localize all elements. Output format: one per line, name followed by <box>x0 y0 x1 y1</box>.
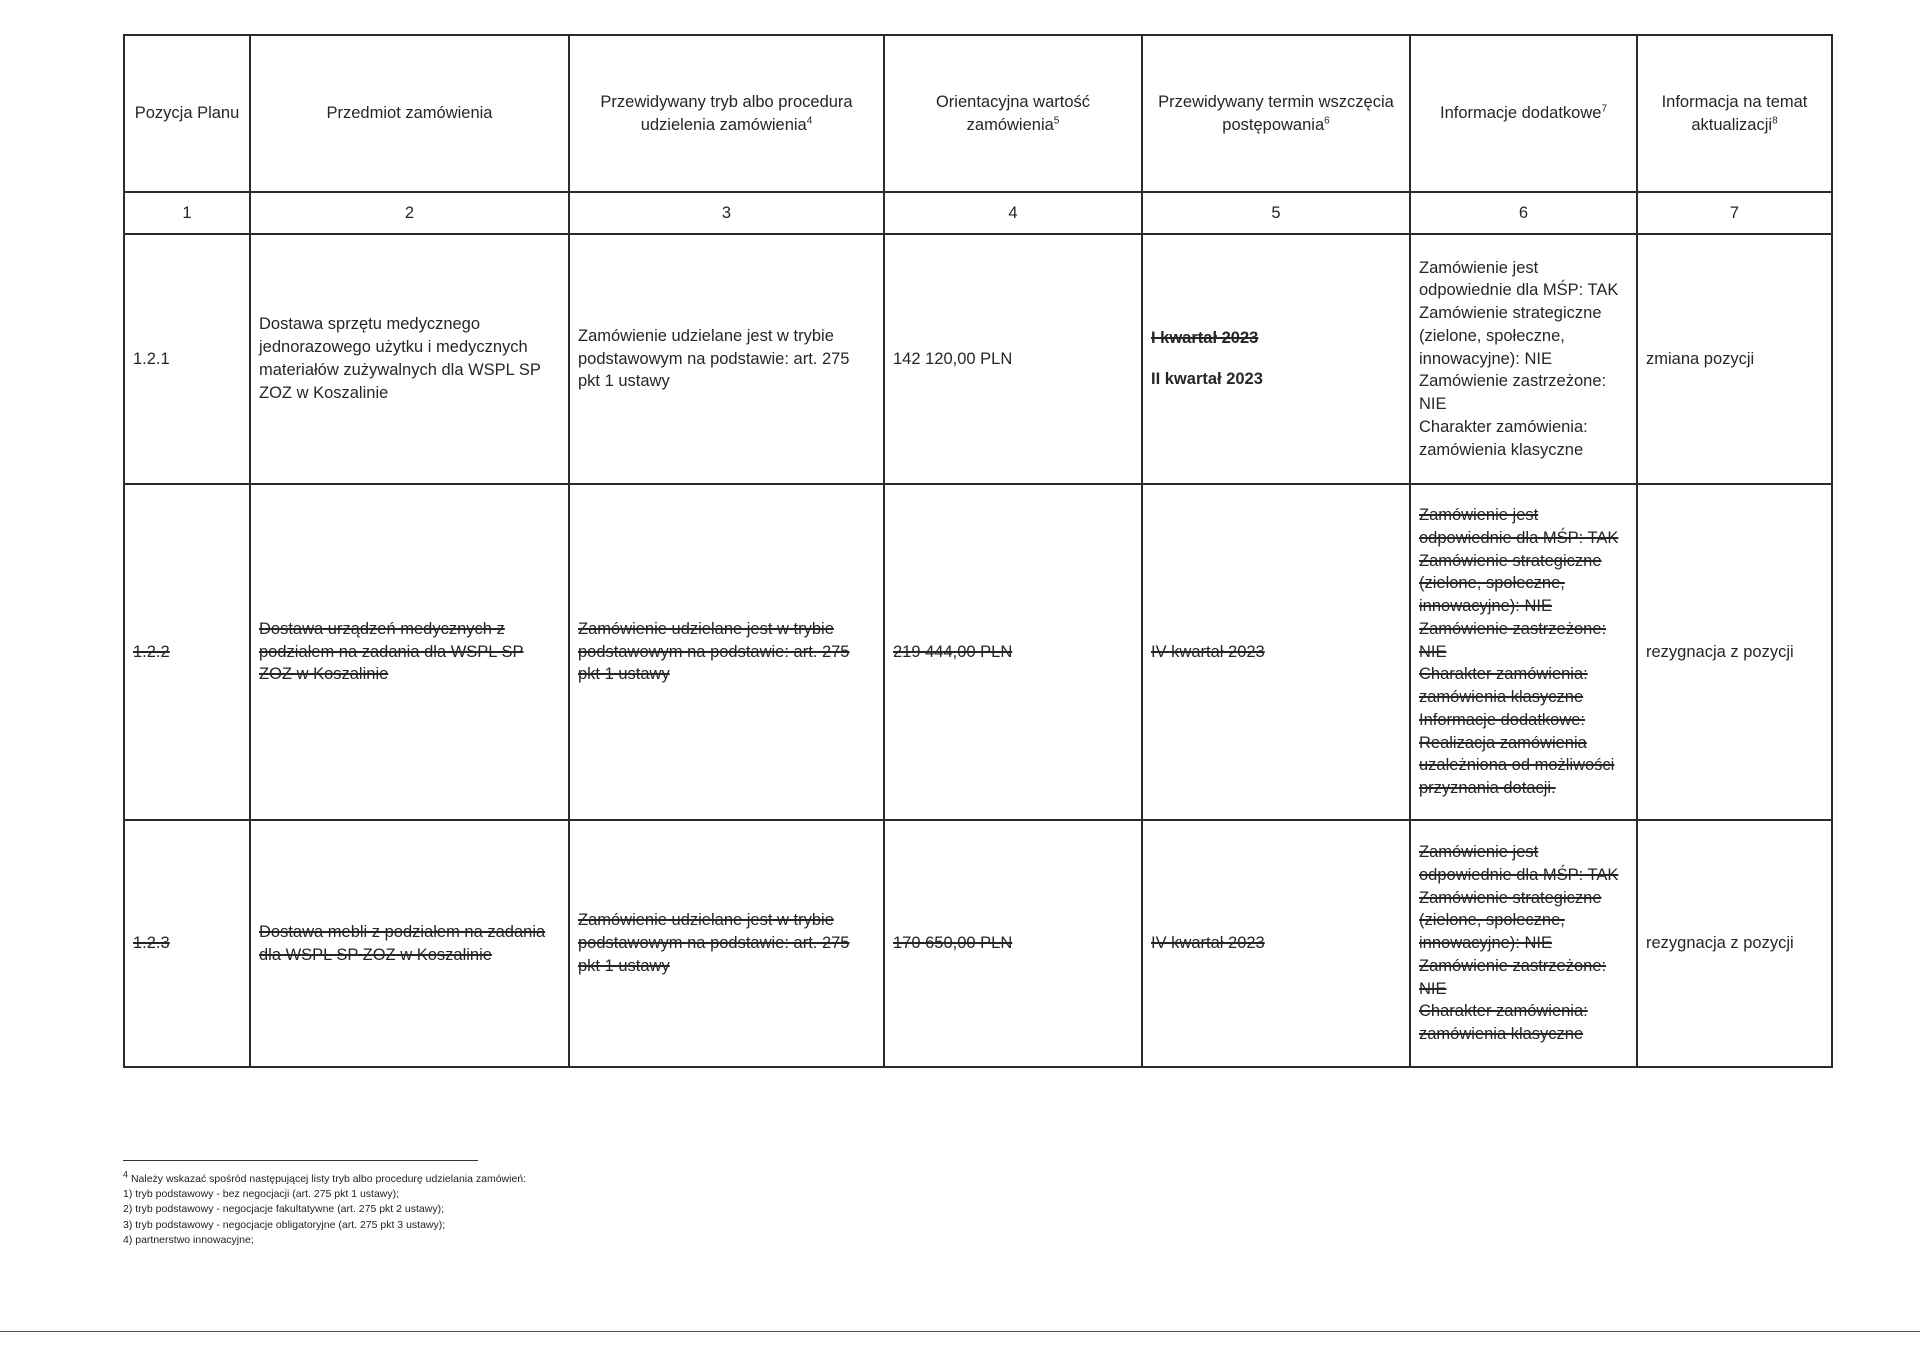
update-cell: rezygnacja z pozycji <box>1637 820 1832 1067</box>
header-cell: Orientacyjna wartość zamówienia$^5$ <box>884 35 1142 192</box>
info-line: Zamówienie jest odpowiednie dla MŚP: TAK <box>1419 843 1619 884</box>
info-line: Zamówienie jest odpowiednie dla MŚP: TAK <box>1419 506 1619 547</box>
footnote-item: 1) tryb podstawowy - bez negocjacji (art. 275 pkt 1 ustawy); <box>123 1188 400 1201</box>
column-number: 6 <box>1410 192 1637 234</box>
subject-cell: Dostawa mebli z podziałem na zadania dla WSPL SP ZOZ w Koszalinie <box>250 820 569 1067</box>
footnote-marker: 4 <box>123 1169 129 1180</box>
info-line: Charakter zamówienia: zamówienia klasyczne <box>1419 665 1588 707</box>
procedure-cell: Zamówienie udzielane jest w trybie podstawowym na podstawie: art. 275 pkt 1 ustawy <box>569 820 884 1067</box>
table-row <box>124 484 1832 820</box>
header-cell: Informacje dodatkowe$^7$ <box>1410 35 1637 192</box>
footnote-heading: $^4$ Należy wskazać spośród następującej listy tryb albo procedurę udzielania zamówień: <box>123 1169 527 1185</box>
column-number: 3 <box>569 192 884 234</box>
position-cell: 1.2.1 <box>124 234 250 484</box>
footnotes <box>123 1169 1023 1248</box>
footnote-item: 4) partnerstwo innowacyjne; <box>123 1233 254 1246</box>
position-cell: 1.2.3 <box>124 820 250 1067</box>
value-cell: 219 444,00 PLN <box>884 484 1142 820</box>
header-cell: Informacja na temat aktualizacji$^8$ <box>1637 35 1832 192</box>
info-line: Zamówienie zastrzeżone: NIE <box>1419 619 1607 661</box>
footnote-ref: 4 <box>806 115 813 126</box>
column-number: 2 <box>250 192 569 234</box>
footnote-ref: 7 <box>1601 103 1607 115</box>
term-cell <box>1142 234 1410 484</box>
column-number: 5 <box>1142 192 1410 234</box>
info-line: Charakter zamówienia: zamówienia klasyczne <box>1419 417 1588 459</box>
update-cell: rezygnacja z pozycji <box>1637 484 1832 820</box>
info-cell <box>1410 820 1637 1067</box>
info-cell <box>1410 234 1637 484</box>
header-cell: Pozycja Planu <box>124 35 250 192</box>
procurement-plan-table <box>123 34 1833 1068</box>
page-bottom-rule <box>0 1331 1920 1332</box>
procedure-cell: Zamówienie udzielane jest w trybie podstawowym na podstawie: art. 275 pkt 1 ustawy <box>569 234 884 484</box>
footnote-item: 3) tryb podstawowy - negocjacje obligatoryjne (art. 275 pkt 3 ustawy); <box>123 1218 446 1231</box>
column-number: 4 <box>884 192 1142 234</box>
value-cell: 142 120,00 PLN <box>884 234 1142 484</box>
footnote-ref: 6 <box>1324 115 1330 126</box>
info-line: Zamówienie strategiczne (zielone, społeczne, innowacyjne): NIE <box>1419 888 1602 953</box>
position-cell: 1.2.2 <box>124 484 250 820</box>
footnote-divider <box>123 1160 478 1161</box>
procedure-cell: Zamówienie udzielane jest w trybie podstawowym na podstawie: art. 275 pkt 1 ustawy <box>569 484 884 820</box>
term-cell: IV kwartał 2023 <box>1142 820 1410 1067</box>
info-line: Zamówienie zastrzeżone: NIE <box>1419 372 1607 414</box>
column-number-row <box>124 192 1832 234</box>
value-cell: 170 650,00 PLN <box>884 820 1142 1067</box>
header-cell: Przewidywany tryb albo procedura udzielenia zamówienia$^4$ <box>569 35 884 192</box>
column-number: 7 <box>1637 192 1832 234</box>
footnote-item: 2) tryb podstawowy - negocjacje fakultatywne (art. 275 pkt 2 ustawy); <box>123 1203 444 1216</box>
footnote-ref: 5 <box>1053 115 1060 126</box>
info-line: Zamówienie jest odpowiednie dla MŚP: TAK <box>1419 258 1619 300</box>
update-cell: zmiana pozycji <box>1637 234 1832 484</box>
header-cell: Przewidywany termin wszczęcia postępowania$^6$ <box>1142 35 1410 192</box>
header-cell: Przedmiot zamówienia <box>250 35 569 192</box>
term-new: II kwartał 2023 <box>1151 370 1263 388</box>
info-line: Zamówienie zastrzeżone: NIE <box>1419 956 1607 998</box>
info-line: Zamówienie strategiczne (zielone, społeczne, innowacyjne): NIE <box>1419 304 1602 368</box>
info-line: Informacje dodatkowe: Realizacja zamówienia uzależniona od możliwości przyznania dotacji. <box>1419 710 1615 798</box>
footnote-ref: 8 <box>1772 115 1778 126</box>
term-cell: IV kwartał 2023 <box>1142 484 1410 820</box>
info-line: Charakter zamówienia: zamówienia klasyczne <box>1419 1002 1588 1044</box>
header-row <box>124 35 1832 192</box>
term-old: I kwartał 2023 <box>1151 329 1259 348</box>
table-row <box>124 234 1832 484</box>
info-line: Zamówienie strategiczne (zielone, społeczne, innowacyjne): NIE <box>1419 551 1602 616</box>
subject-cell: Dostawa urządzeń medycznych z podziałem na zadania dla WSPL SP ZOZ w Koszalinie <box>250 484 569 820</box>
info-cell <box>1410 484 1637 820</box>
table-row <box>124 820 1832 1067</box>
column-number: 1 <box>124 192 250 234</box>
subject-cell: Dostawa sprzętu medycznego jednorazowego użytku i medycznych materiałów zużywalnych dla WSPL SP ZOZ w Koszalinie <box>250 234 569 484</box>
